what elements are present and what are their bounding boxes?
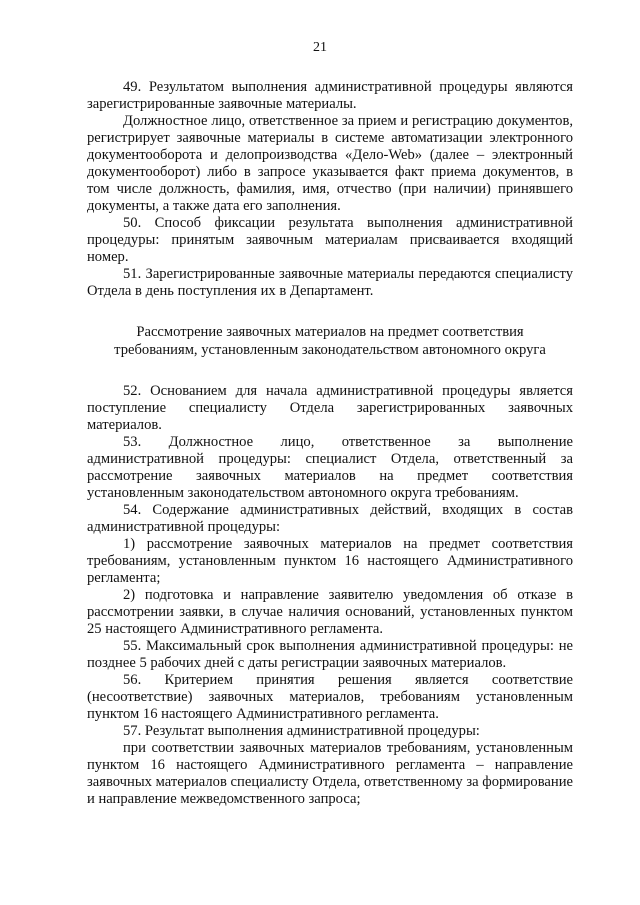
paragraph-56: 56. Критерием принятия решения является соответствие (несоответствие) заявочных материалов, требованиям установленным пунктом 16 настоящего Административного регламента. xyxy=(87,672,573,722)
paragraph-registration: Должностное лицо, ответственное за прием и регистрацию документов, регистрирует заявочные материалы в системе автоматизации электронного документооборота и делопроизводства «Дело-Web» (далее – электронный документооборот) либо в запросе указывается факт приема документов, в том числе должность, фамилия, имя, отчество (при наличии) принявшего документы, а также дата его заполнения. xyxy=(87,113,573,214)
section-heading-line-2: требованиям, установленным законодательством автономного округа xyxy=(114,342,546,358)
paragraph-50: 50. Способ фиксации результата выполнения административной процедуры: принятым заявочным материалам присваивается входящий номер. xyxy=(87,215,573,265)
section-heading-line-1: Рассмотрение заявочных материалов на предмет соответствия xyxy=(136,324,524,340)
paragraph-51: 51. Зарегистрированные заявочные материалы передаются специалисту Отдела в день поступления их в Департамент. xyxy=(87,266,573,299)
paragraph-53: 53. Должностное лицо, ответственное за выполнение административной процедуры: специалист Отдела, ответственный за рассмотрение заявочных материалов на предмет соответствия установленным законодательством автономного округа требованиям. xyxy=(87,434,573,501)
paragraph-54: 54. Содержание административных действий, входящих в состав административной процедуры: xyxy=(87,502,573,535)
list-item-2: 2) подготовка и направление заявителю уведомления об отказе в рассмотрении заявки, в случае наличия оснований, установленных пунктом 25 настоящего Административного регламента. xyxy=(87,587,573,637)
paragraph-55: 55. Максимальный срок выполнения административной процедуры: не позднее 5 рабочих дней с даты регистрации заявочных материалов. xyxy=(87,638,573,671)
section-heading xyxy=(87,323,573,359)
paragraph-49: 49. Результатом выполнения административной процедуры являются зарегистрированные заявочные материалы. xyxy=(87,79,573,112)
list-item-1: 1) рассмотрение заявочных материалов на предмет соответствия требованиям, установленным пунктом 16 настоящего Административного регламента; xyxy=(87,536,573,586)
paragraph-57-result: при соответствии заявочных материалов требованиям, установленным пунктом 16 настоящего Административного регламента – направление заявочных материалов специалисту Отдела, ответственному за формирование и направление межведомственного запроса; xyxy=(87,740,573,807)
document-body xyxy=(87,79,573,808)
paragraph-57: 57. Результат выполнения административной процедуры: xyxy=(123,723,480,739)
paragraph-52: 52. Основанием для начала административной процедуры является поступление специалисту Отдела зарегистрированных заявочных материалов. xyxy=(87,383,573,433)
page-number: 21 xyxy=(313,40,327,55)
